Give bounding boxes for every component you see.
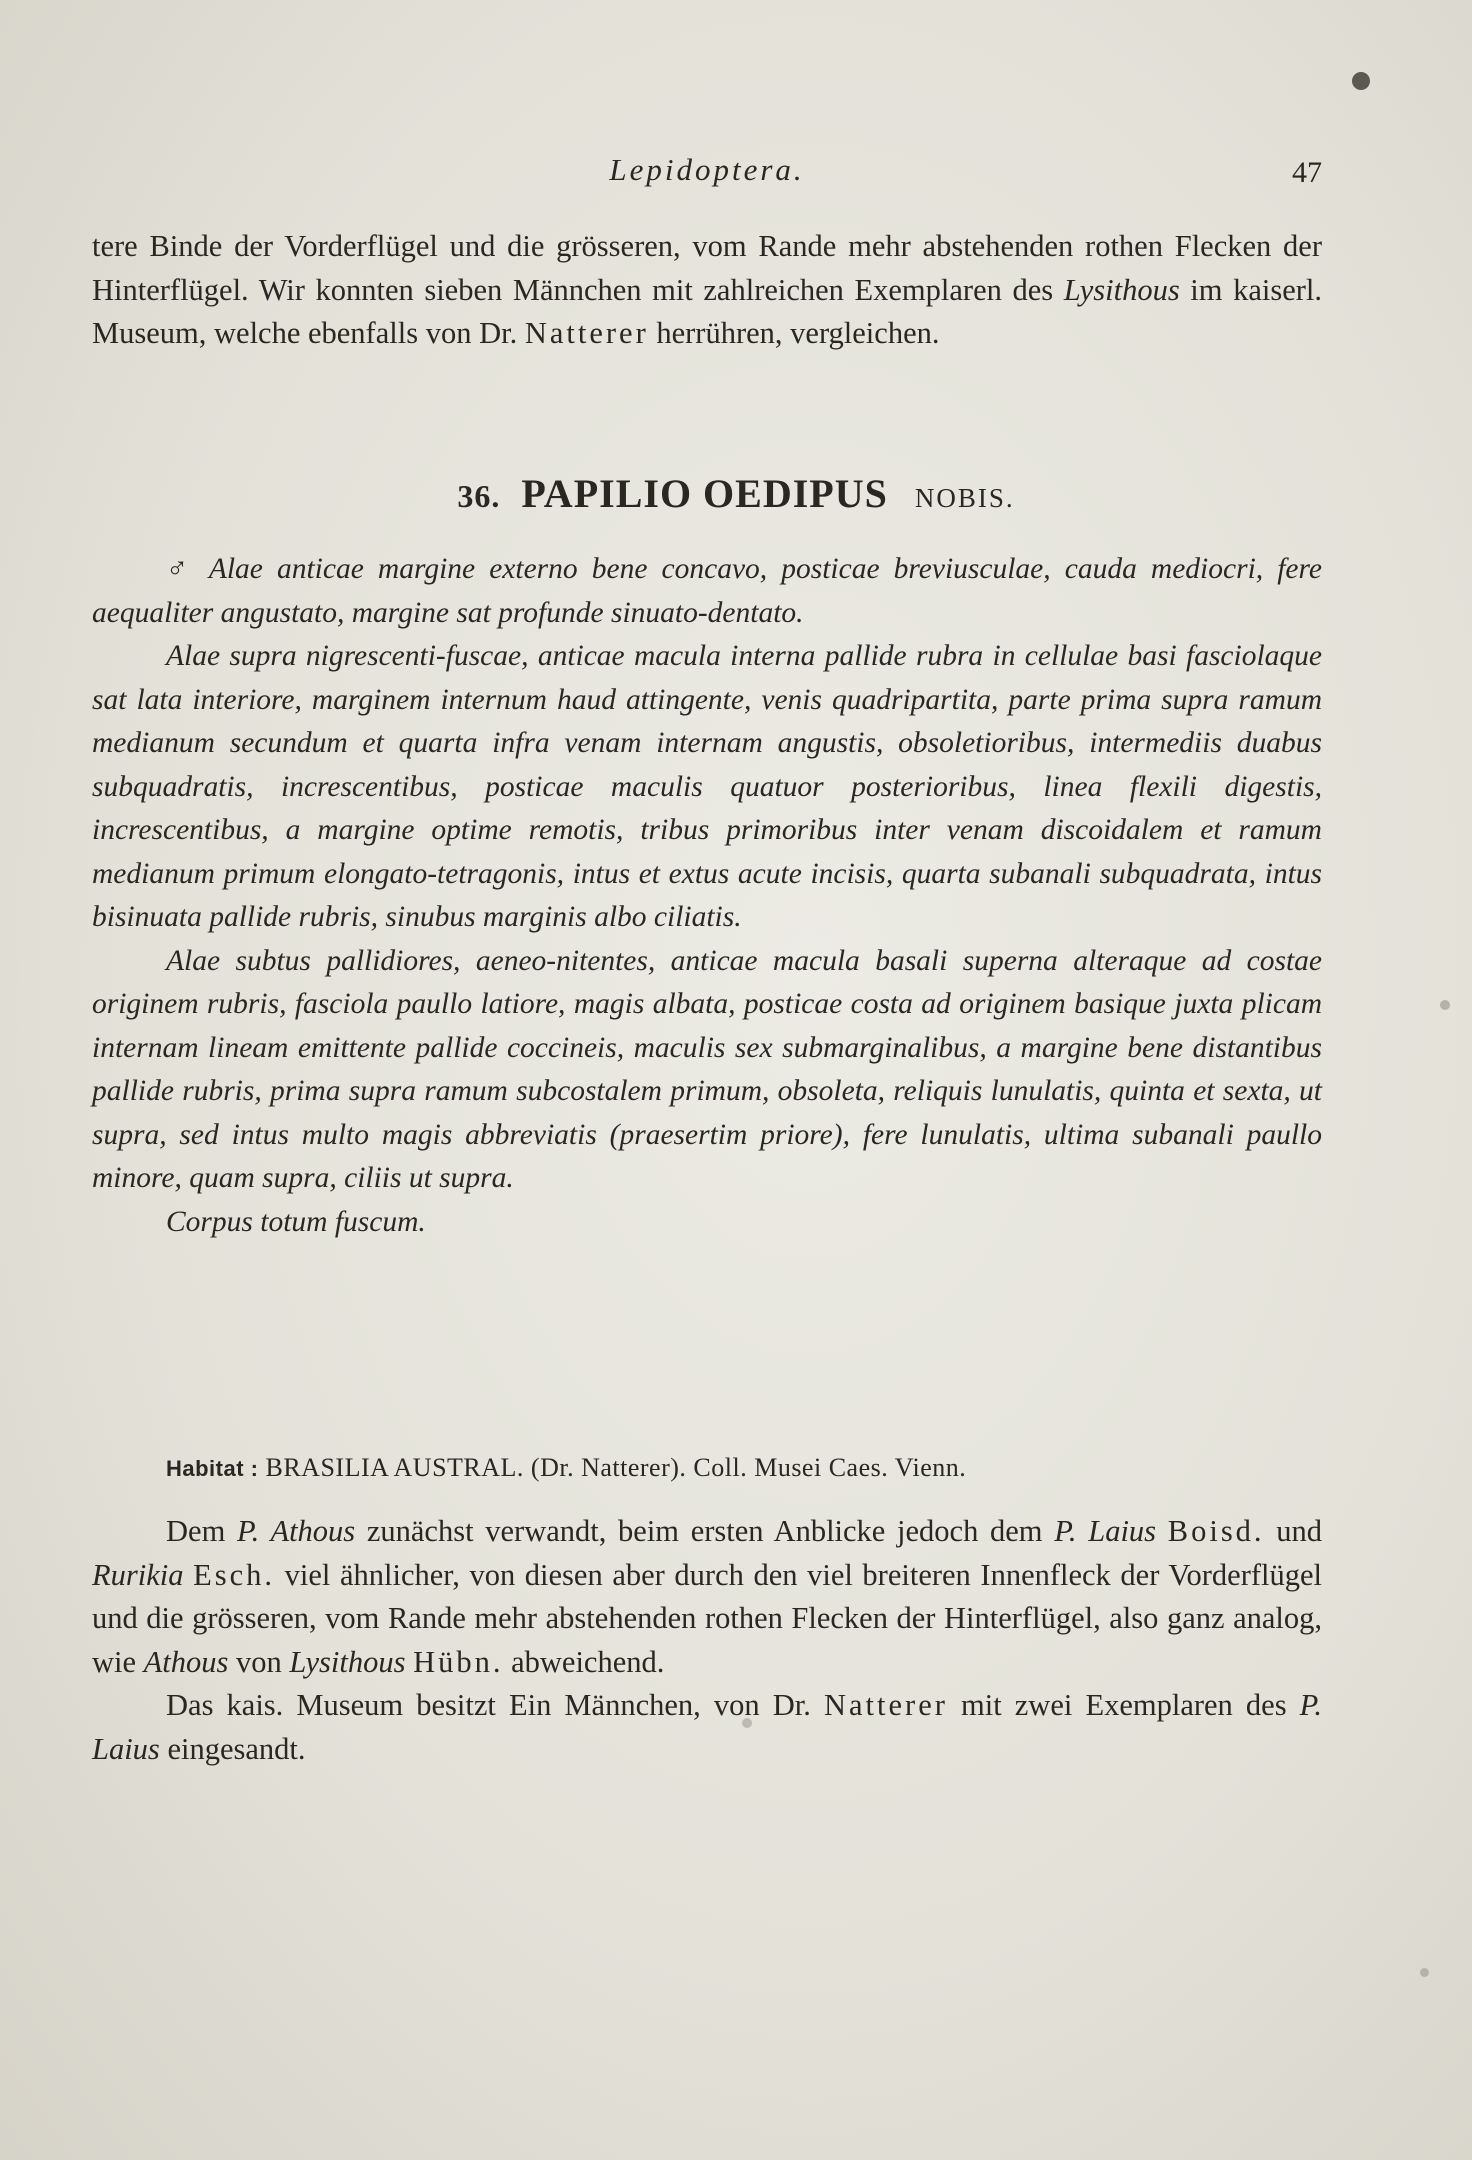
habitat-place: BRASILIA AUSTRAL. <box>265 1453 524 1482</box>
male-symbol: ♂ <box>166 553 195 585</box>
intro-text-part: im kaiserl. Museum, welche ebenfalls von Dr. <box>92 272 1322 350</box>
species-ref: Lysithous <box>289 1644 406 1679</box>
species-name: PAPILIO OEDIPUS <box>521 471 888 516</box>
remarks <box>92 1510 1322 1771</box>
remarks-text: abweichend. <box>503 1644 665 1679</box>
running-title: Lepidoptera. <box>609 152 805 187</box>
species-ref: P. Athous <box>236 1514 356 1548</box>
remarks-text: Das kais. Museum besitzt Ein Männchen, von Dr. <box>166 1688 824 1722</box>
remarks-text: von <box>228 1644 290 1679</box>
species-ref: Rurikia <box>92 1557 184 1592</box>
description-paragraph: Alae subtus pallidiores, aeneo-nitentes, anticae macula basali superna alteraque ad costae originem rubris, fasciola paullo latiore, magis albata, posticae costa ad originem basique juxta plicam internam lineam emittente pallide coccineis, maculis sex submarginalibus, a margine bene distantibus pallide rubris, prima supra ramum subcostalem primum, obsoleta, reliquis lunulatis, quinta et sexta, ut supra, sed intus multo magis abbreviatis (praesertim priore), fere lunulatis, ultima subanali paullo minore, quam supra, ciliis ut supra. <box>92 944 1322 1194</box>
page-number: 47 <box>1292 156 1322 189</box>
intro-text-part: tere Binde der Vorderflügel und die grösseren, vom Rande mehr abstehenden rothen Flecken der Hinterflügel. Wir konnten sieben Männchen mit zahlreichen Exemplaren des <box>92 229 1322 307</box>
collector-name: Natterer <box>524 316 649 350</box>
page-header <box>92 152 1322 192</box>
latin-description <box>92 548 1322 1244</box>
habitat-line <box>166 1450 1266 1487</box>
species-ref: P. Laius <box>92 1688 1322 1766</box>
ink-spot <box>1420 1968 1429 1977</box>
author-ref: Boisd. <box>1167 1514 1265 1548</box>
author-ref: Hübn. <box>413 1644 504 1679</box>
remarks-text: mit zwei Exemplaren des <box>947 1688 1300 1722</box>
species-ref: P. Laius <box>1054 1514 1157 1548</box>
habitat-collection: Coll. Musei Caes. Vienn. <box>693 1453 967 1482</box>
species-ref: Athous <box>143 1644 229 1679</box>
intro-paragraph <box>92 225 1322 356</box>
description-paragraph <box>92 548 1322 635</box>
remarks-text: eingesandt. <box>159 1731 306 1766</box>
collector-name: Natterer <box>823 1688 948 1722</box>
description-paragraph: Corpus totum fuscum. <box>166 1205 426 1238</box>
intro-text-part: herrühren, vergleichen. <box>648 316 940 350</box>
ink-spot <box>1440 1000 1450 1010</box>
author-ref: Esch. <box>193 1557 276 1592</box>
ink-spot <box>1352 72 1370 90</box>
species-author: NOBIS. <box>914 483 1015 513</box>
habitat-collector: (Dr. Natterer). <box>530 1453 687 1482</box>
intro-text <box>92 225 1322 356</box>
remarks-paragraph <box>92 1684 1322 1771</box>
remarks-text: und <box>1264 1514 1322 1548</box>
description-paragraph: Alae supra nigrescenti-fuscae, anticae macula interna pallide rubra in cellulae basi fasciolaque sat lata interiore, marginem internum haud attingente, venis quadripartita, parte prima supra ramum medianum secundum et quarta infra venam internam angustis, obsoletioribus, intermediis duabus subquadratis, increscentibus, posticae maculis quatuor posterioribus, linea flexili digestis, increscentibus, a margine optime remotis, tribus primoribus inter venam discoidalem et ramum medianum primum elongato-tetragonis, intus et extus acute incisis, quarta subanali subquadrata, intus bisinuata pallide rubris, sinubus marginis albo ciliatis. <box>92 640 1322 933</box>
remarks-text: viel ähnlicher, von diesen aber durch den viel breiteren Innenfleck der Vorderflügel und die grösseren, vom Rande mehr abstehenden rothen Flecken der Hinterflügel, also ganz analog, wie <box>92 1557 1322 1679</box>
remarks-text: zunächst verwandt, beim ersten Anblicke jedoch dem <box>355 1514 1055 1548</box>
remarks-text: Dem <box>166 1514 237 1548</box>
habitat-label: Habitat : <box>166 1456 259 1481</box>
species-heading <box>0 470 1472 517</box>
description-text: Alae anticae margine externo bene concavo, posticae breviusculae, cauda mediocri, fere aequaliter angustato, margine sat profunde sinuato-dentato. <box>92 553 1323 629</box>
species-number: 36. <box>457 478 501 514</box>
species-ref: Lysithous <box>1063 272 1180 307</box>
remarks-paragraph <box>92 1510 1322 1684</box>
